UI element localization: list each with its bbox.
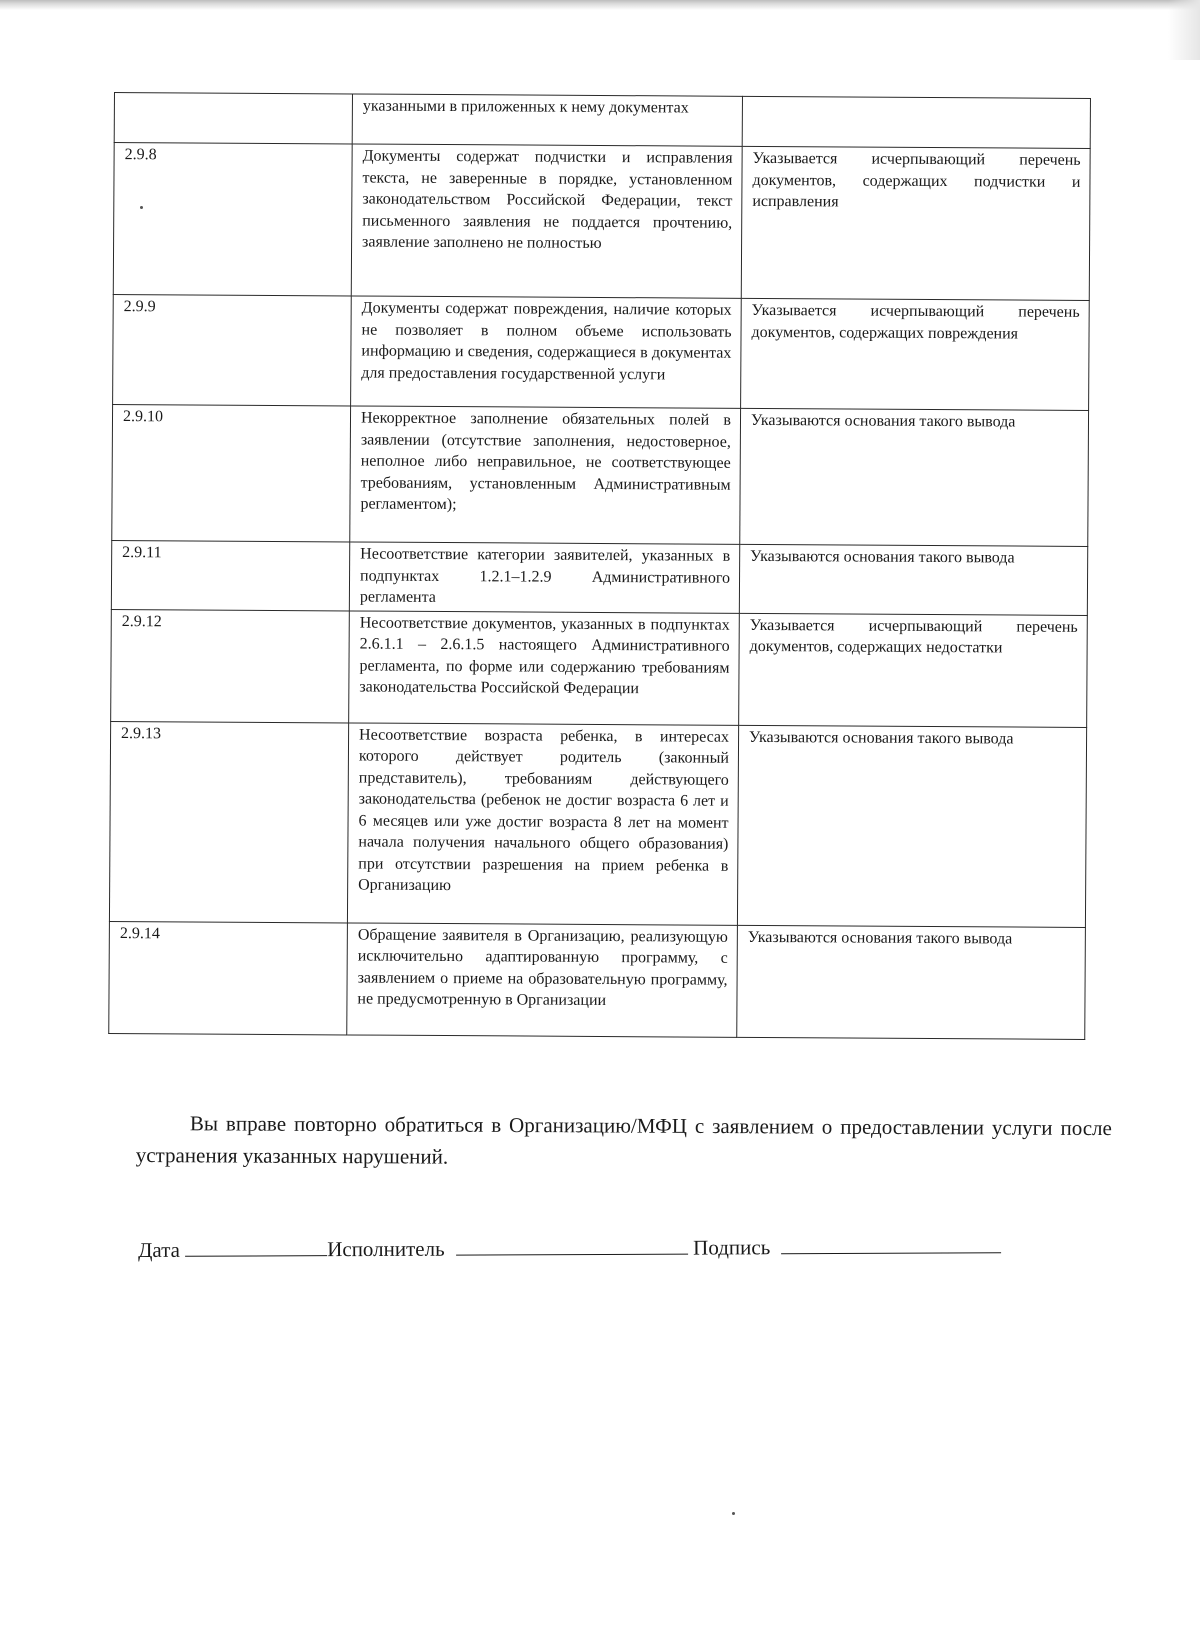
signature-label: Подпись	[693, 1235, 771, 1260]
row-note: Указываются основания такого вывода	[740, 408, 1089, 546]
row-note: Указывается исчерпывающий перечень документов, содержащих подчистки и исправления	[741, 146, 1090, 300]
date-label: Дата	[138, 1237, 180, 1262]
scan-top-edge	[0, 0, 1200, 10]
row-code: 2.9.11	[111, 540, 349, 610]
row-reason: Несоответствие документов, указанных в подпунктах 2.6.1.1 – 2.6.1.5 настоящего Административного регламента, по форме или содержанию требованиям законодательства Российской Федерации	[349, 610, 740, 724]
row-note: Указываются основания такого вывода	[737, 925, 1086, 1039]
table-row	[112, 404, 1089, 546]
row-code: 2.9.8	[113, 143, 352, 296]
row-code	[114, 93, 352, 144]
row-note	[742, 96, 1090, 148]
scan-speck	[140, 206, 143, 209]
row-code: 2.9.14	[109, 921, 348, 1034]
scan-speck	[732, 1512, 735, 1515]
row-reason: Документы содержат подчистки и исправления текста, не заверенные в порядке, установленном законодательством Российской Федерации, текст письменного заявления не поддается прочтению, заявление заполнено не полностью	[351, 144, 742, 298]
row-note: Указывается исчерпывающий перечень документов, содержащих недостатки	[739, 613, 1088, 727]
row-note: Указываются основания такого вывода	[739, 544, 1087, 615]
row-code: 2.9.13	[109, 721, 348, 922]
table-row	[109, 921, 1086, 1039]
row-code: 2.9.9	[113, 294, 352, 405]
row-reason: указанными в приложенных к нему документах	[352, 94, 742, 146]
table-row	[113, 294, 1090, 410]
row-code: 2.9.10	[112, 404, 351, 541]
row-code: 2.9.12	[111, 609, 350, 722]
row-reason: Несоответствие категории заявителей, указанных в подпунктах 1.2.1–1.2.9 Административного регламента	[349, 542, 739, 613]
table-row	[114, 93, 1090, 149]
row-reason: Документы содержат повреждения, наличие которых не позволяет в полном объеме использовать информацию и сведения, содержащиеся в документах для предоставления государственной услуги	[351, 296, 742, 408]
scan-corner-shadow	[1168, 0, 1200, 60]
row-note: Указываются основания такого вывода	[737, 725, 1086, 927]
row-reason: Обращение заявителя в Организацию, реализующую исключительно адаптированную программу, с заявлением о приеме на образовательную программу, не предусмотренную в Организации	[347, 922, 738, 1036]
table-row	[111, 540, 1087, 614]
date-blank	[185, 1233, 327, 1257]
row-reason: Несоответствие возраста ребенка, в интересах которого действует родитель (законный представитель), требованиям действующего законодательства (ребенок не достиг возраста 6 лет и 6 месяцев или уже достиг возраста 8 лет на момент начала получения начального общего образования) при отсутствии разрешения на прием ребенка в Организацию	[347, 722, 738, 924]
signature-blank	[781, 1230, 1001, 1254]
executor-blank	[456, 1232, 688, 1256]
table-row	[111, 609, 1088, 727]
refusal-reasons-table	[108, 92, 1091, 1039]
closing-paragraph: Вы вправе повторно обратиться в Организацию/МФЦ с заявлением о предоставлении услуги после устранения указанных нарушений.	[135, 1111, 1112, 1169]
row-reason: Некорректное заполнение обязательных полей в заявлении (отсутствие заполнения, недостоверное, неполное либо неправильное, не соответствующее требованиям, установленным Административным регламентом);	[350, 406, 741, 544]
signature-line	[138, 1230, 1098, 1265]
row-note: Указывается исчерпывающий перечень документов, содержащих повреждения	[741, 298, 1090, 410]
table-row	[109, 721, 1086, 927]
executor-label: Исполнитель	[327, 1236, 445, 1262]
table-row	[113, 143, 1090, 301]
